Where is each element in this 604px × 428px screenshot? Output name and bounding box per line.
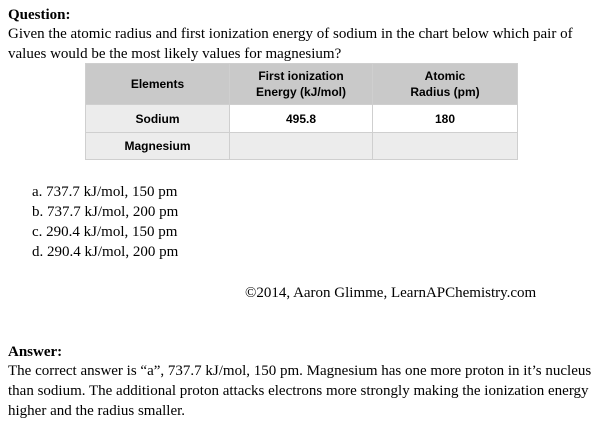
element-name-cell: Sodium (86, 105, 230, 133)
ionization-energy-cell: 495.8 (230, 105, 373, 133)
header-ionization-energy: First ionization Energy (kJ/mol) (230, 64, 373, 105)
ionization-energy-cell (230, 133, 373, 160)
table-header-row (86, 64, 518, 105)
choice-c: c. 290.4 kJ/mol, 150 pm (32, 224, 178, 240)
table-row (86, 105, 518, 133)
header-elements: Elements (86, 64, 230, 105)
element-table (85, 63, 518, 160)
atomic-radius-cell: 180 (373, 105, 518, 133)
choice-d: d. 290.4 kJ/mol, 200 pm (32, 244, 179, 260)
question-text: Given the atomic radius and first ionization energy of sodium in the chart below which pair of values would be the most likely values for magnesium? (8, 26, 573, 62)
answer-choices (32, 182, 178, 262)
answer-text: The correct answer is “a”, 737.7 kJ/mol, 150 pm. Magnesium has one more proton in it’s nucleus than sodium. The additional proton attacks electrons more strongly making the ionization energy higher and the radius smaller. (8, 363, 592, 419)
choice-b: b. 737.7 kJ/mol, 200 pm (32, 204, 179, 220)
table-row (86, 133, 518, 160)
element-name-cell: Magnesium (86, 133, 230, 160)
header-atomic-radius: Atomic Radius (pm) (373, 64, 518, 105)
atomic-radius-cell (373, 133, 518, 160)
question-heading: Question: (8, 7, 71, 23)
answer-heading: Answer: (8, 344, 63, 360)
choice-a: a. 737.7 kJ/mol, 150 pm (32, 184, 178, 200)
copyright-notice: ©2014, Aaron Glimme, LearnAPChemistry.com (245, 285, 537, 301)
